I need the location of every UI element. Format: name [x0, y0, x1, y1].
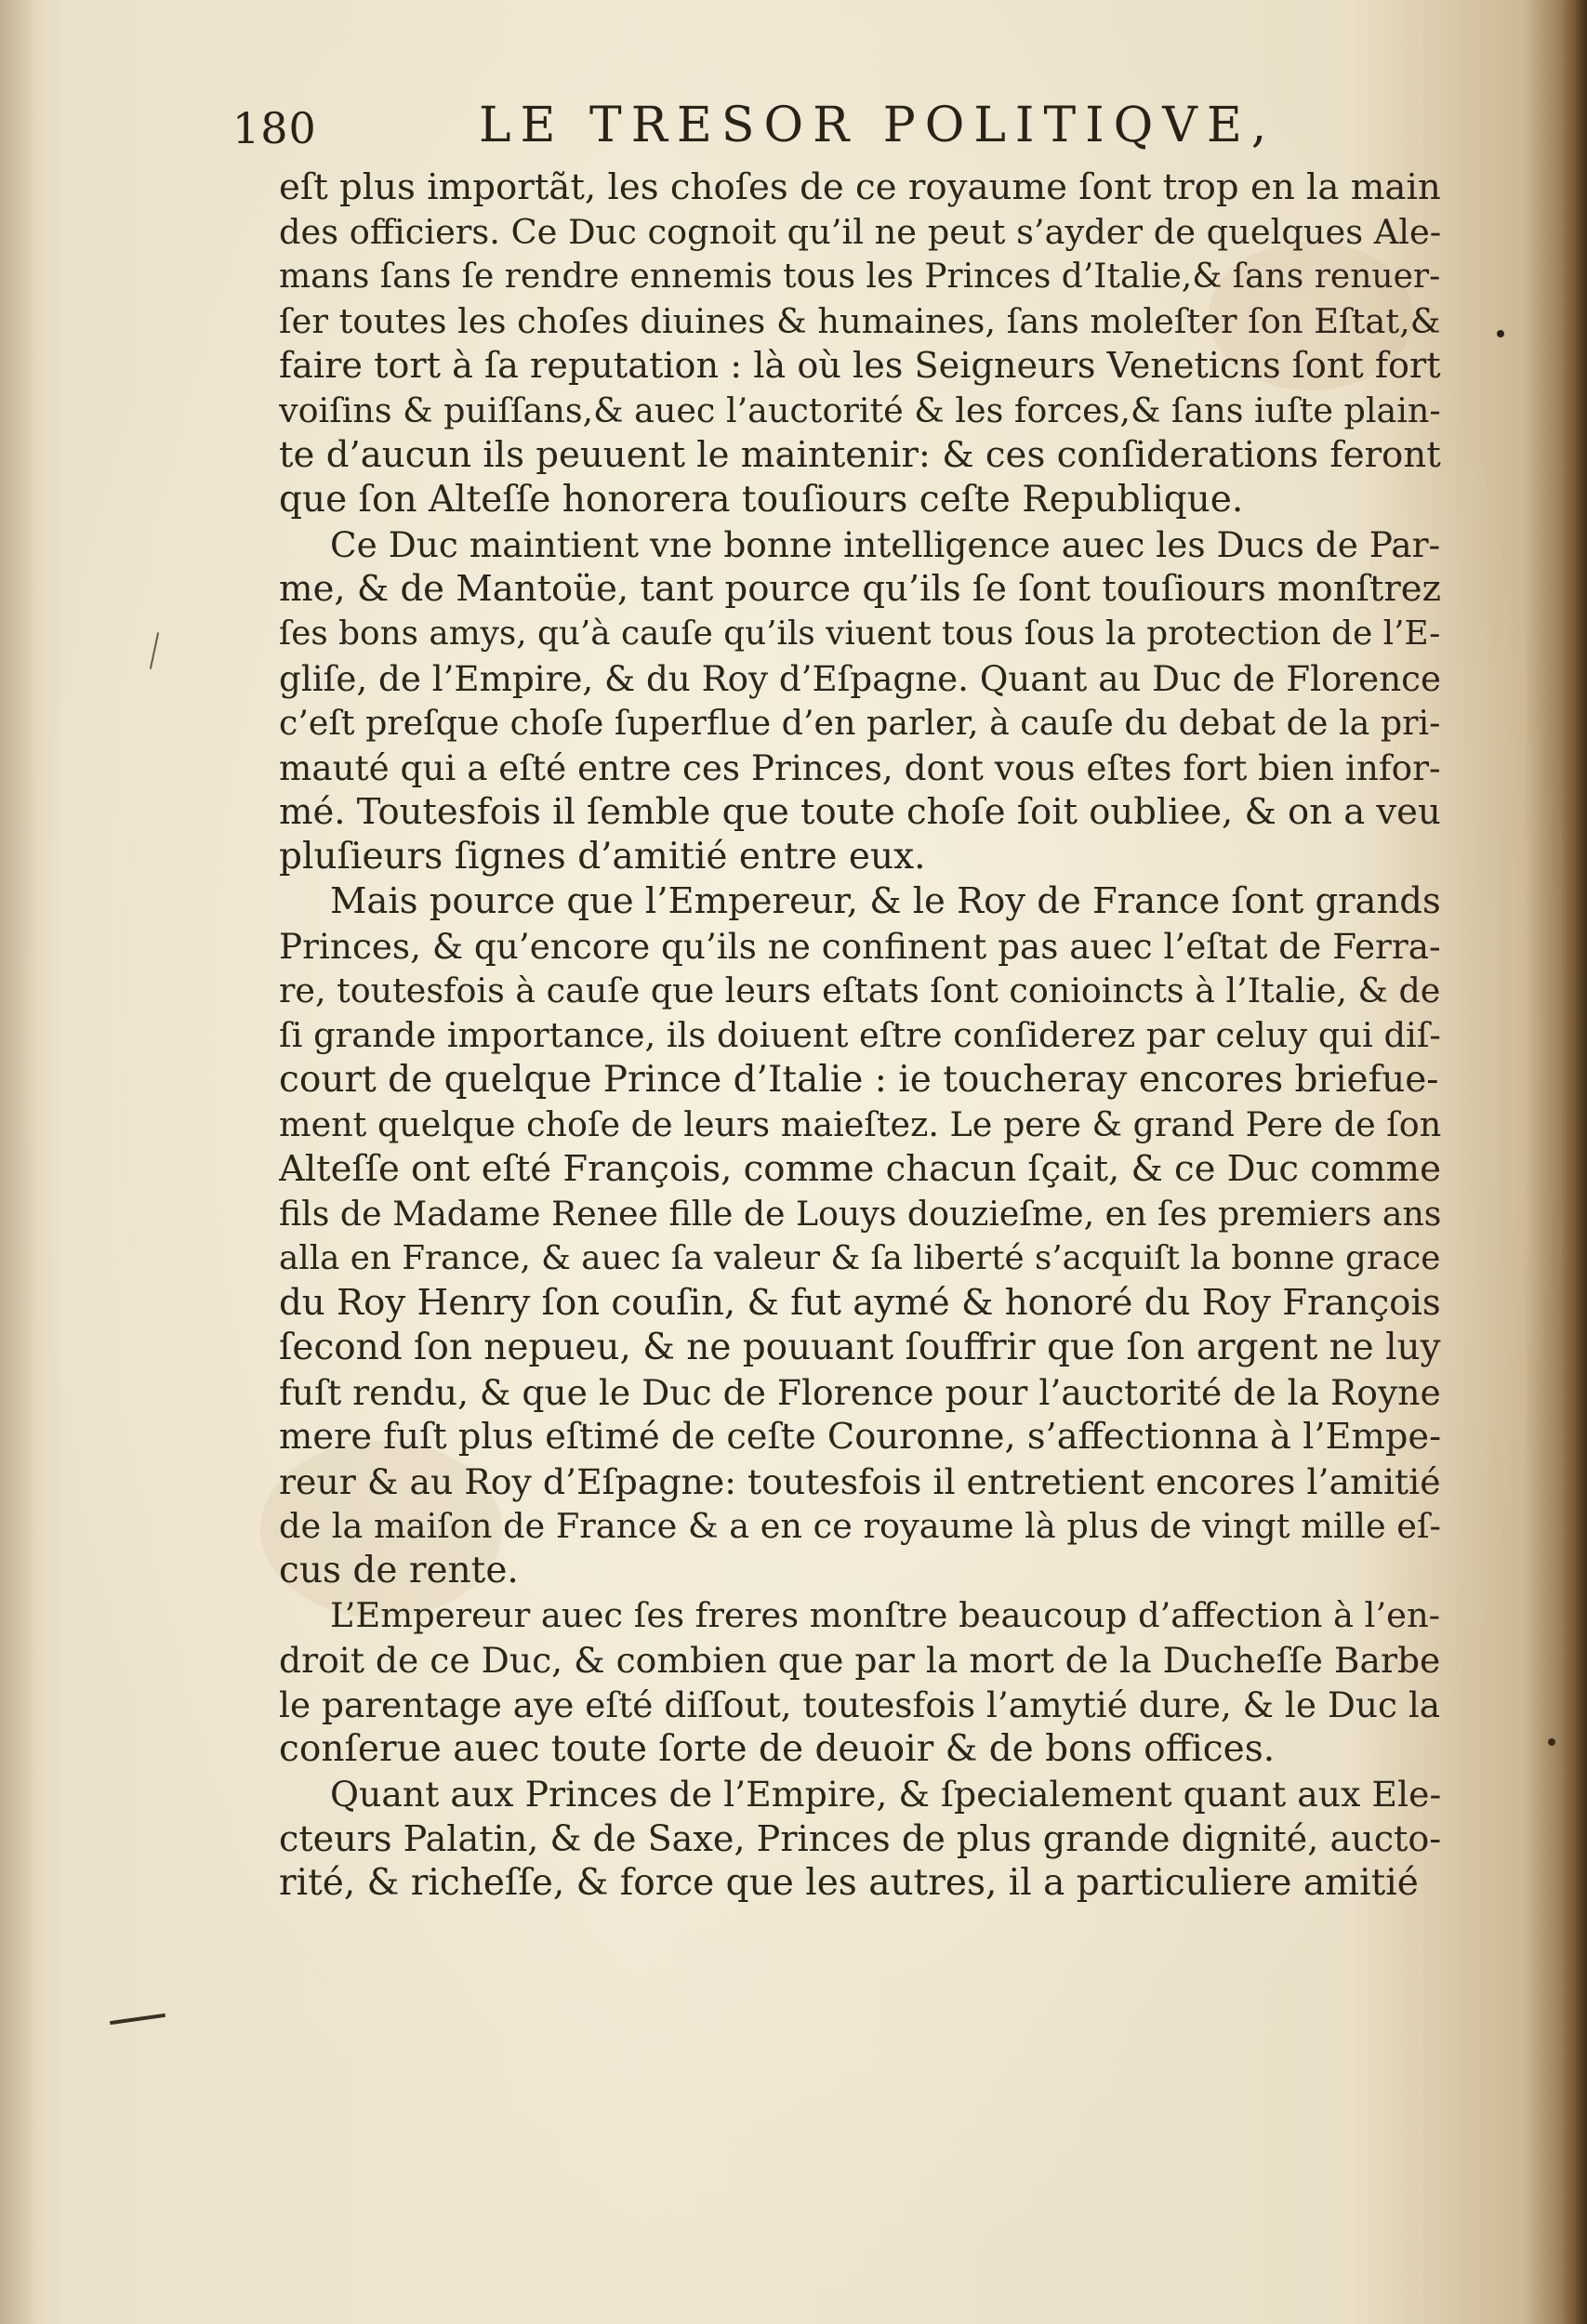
text-line: Alteſſe ont eſté François, comme chacun ſçait, & ce Duc comme	[279, 1148, 1441, 1190]
page-gutter-shadow	[0, 0, 37, 2324]
margin-scratch	[110, 2014, 165, 2025]
text-line: te d’aucun ils peuuent le maintenir: & ces conſiderations feront	[279, 434, 1441, 476]
text-line: ſi grande importance, ils doiuent eſtre conſiderez par celuy qui diſ-	[279, 1015, 1441, 1055]
page-header	[232, 98, 1283, 172]
text-line: des officiers. Ce Duc cognoit qu’il ne peut s’ayder de quelques Ale-	[279, 212, 1441, 252]
text-line: voiſins & puiſſans,& auec l’auctorité & les forces,& ſans iuſte plain-	[279, 390, 1441, 430]
text-line: le parentage aye eſté diſſout, toutesfois l’amytié dure, & le Duc la	[279, 1684, 1441, 1725]
text-line: mere fuſt plus eſtimé de ceſte Couronne, s’affectionna à l’Empe-	[279, 1416, 1441, 1458]
text-line: de la maiſon de France & a en ce royaume là plus de vingt mille eſ-	[279, 1506, 1441, 1546]
margin-scratch	[150, 632, 159, 669]
binding-edge	[1561, 0, 1587, 2324]
text-line: court de quelque Prince d’Italie : ie toucheray encores briefue-	[279, 1059, 1439, 1101]
text-line: Princes, & qu’encore qu’ils ne confinent pas auec l’eſtat de Ferra-	[279, 926, 1441, 967]
text-line: L’Empereur auec ſes freres monſtre beaucoup d’affection à l’en-	[330, 1595, 1441, 1635]
text-line: ment quelque choſe de leurs maieſtez. Le pere & grand Pere de ſon	[279, 1104, 1441, 1144]
ink-speck	[1497, 330, 1504, 337]
text-line: rité, & richeſſe, & force que les autres, il a particuliere amitié	[279, 1862, 1419, 1904]
text-line: mans ſans ſe rendre ennemis tous les Princes d’Italie,& ſans renuer-	[279, 257, 1441, 296]
text-line: cus de rente.	[279, 1550, 519, 1591]
text-line: fils de Madame Renee fille de Louys douzieſme, en ſes premiers ans	[279, 1194, 1441, 1234]
text-line: mé. Toutesfois il ſemble que toute choſe ſoit oubliee, & on a veu	[279, 791, 1441, 833]
text-line: me, & de Mantoüe, tant pource qu’ils ſe ſont touſiours monſtrez	[279, 568, 1441, 610]
text-line: du Roy Henry ſon couſin, & fut aymé & honoré du Roy François	[279, 1282, 1441, 1324]
ink-speck	[1548, 1738, 1555, 1746]
text-line: que ſon Alteſſe honorera touſiours ceſte Republique.	[279, 479, 1244, 521]
text-line: reur & au Roy d’Eſpagne: toutesfois il entretient encores l’amitié	[279, 1461, 1441, 1502]
text-line: Mais pource que l’Empereur, & le Roy de France ſont grands	[330, 880, 1441, 922]
text-line: c’eſt preſque choſe ſuperflue d’en parler, à cauſe du debat de la pri-	[279, 703, 1441, 743]
text-line: Quant aux Princes de l’Empire, & ſpecialement quant aux Ele-	[330, 1774, 1441, 1815]
text-line: ſes bons amys, qu’à cauſe qu’ils viuent tous ſous la protection de l’E-	[279, 614, 1441, 653]
text-line: conſerue auec toute ſorte de deuoir & de bons offices.	[279, 1728, 1276, 1770]
text-line: eſt plus importãt, les choſes de ce royaume ſont trop en la main	[279, 166, 1441, 208]
page-number: 180	[232, 103, 317, 153]
text-line: fuſt rendu, & que le Duc de Florence pour l’auctorité de la Royne	[279, 1372, 1441, 1413]
text-line: alla en France, & auec ſa valeur & ſa liberté s’acquiſt la bonne grace	[279, 1239, 1441, 1277]
text-line: cteurs Palatin, & de Saxe, Princes de plus grande dignité, aucto-	[279, 1818, 1441, 1859]
text-line: pluſieurs ſignes d’amitié entre eux.	[279, 836, 926, 878]
text-line: re, toutesfois à cauſe que leurs eſtats ſont conioincts à l’Italie, & de	[279, 971, 1441, 1010]
text-line: mauté qui a eſté entre ces Princes, dont vous eſtes fort bien infor-	[279, 747, 1441, 788]
text-line: ſer toutes les choſes diuines & humaines, ſans moleſter ſon Eſtat,&	[279, 301, 1441, 341]
body-text	[279, 165, 1441, 1906]
text-line: faire tort à ſa reputation : là où les Seigneurs Veneticns ſont fort	[279, 346, 1441, 387]
text-line: Ce Duc maintient vne bonne intelligence auec les Ducs de Par-	[330, 524, 1441, 565]
text-line: droit de ce Duc, & combien que par la mort de la Ducheſſe Barbe	[279, 1640, 1441, 1681]
text-line: ſecond ſon nepueu, & ne pouuant ſouffrir que ſon argent ne luy	[279, 1327, 1441, 1368]
running-title: LE TRESOR POLITIQVE,	[479, 98, 1276, 153]
text-line: gliſe, de l’Empire, & du Roy d’Eſpagne. Quant au Duc de Florence	[279, 658, 1441, 699]
